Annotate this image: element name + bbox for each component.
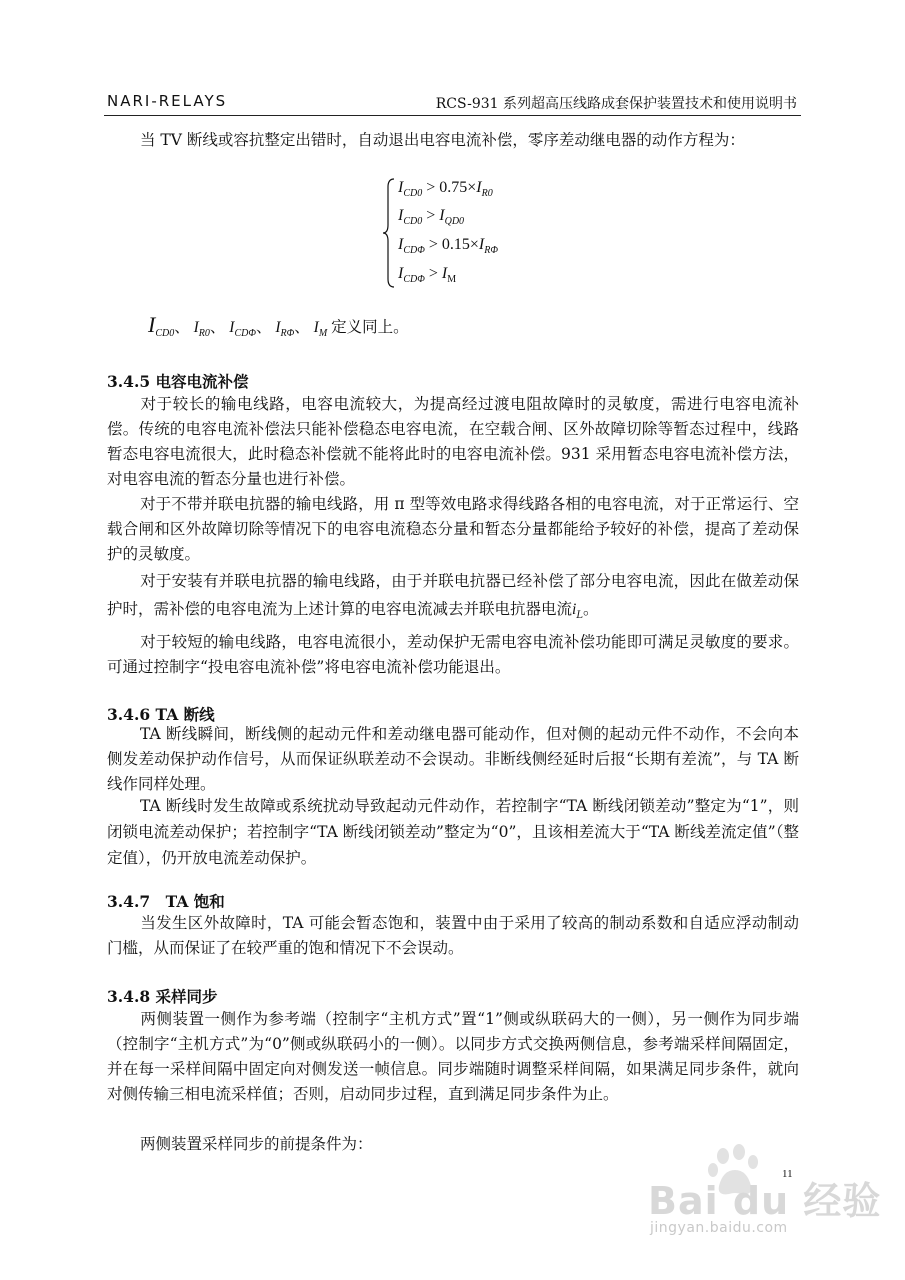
equation-row: $I_{CD\Phi} > I_M$ <box>398 265 457 286</box>
paragraph: 对于较短的输电线路，电容电流很小，差动保护无需电容电流补偿功能即可满足灵敏度的要求。可通过控制字“投电容电流补偿”将电容电流补偿功能退出。 <box>107 633 799 676</box>
header-rule <box>104 115 801 116</box>
page-number: 11 <box>782 1168 793 1180</box>
section-heading: 3.4.8 采样同步 <box>107 987 218 1006</box>
paragraph: 两侧装置采样同步的前提条件为： <box>140 1135 373 1153</box>
equation-row: $I_{CD0} > I_{QD0}$ <box>398 207 465 228</box>
paragraph: TA 断线瞬间，断线侧的起动元件和差动继电器可能动作，但对侧的起动元件不动作，不会向本侧发差动保护动作信号，从而保证纵联差动不会误动。非断线侧经延时后报“长期有差流”，与 TA 断线作同样处理。 <box>107 725 799 793</box>
definition-line: $I_{CD0}$、 $I_{R0}$、 $I_{CD\Phi}$、 $I_{R\Phi}$、 $I_M$ 定义同上。 <box>148 312 409 340</box>
header-brand: NARI-RELAYS <box>107 92 228 110</box>
watermark-logo: Bai du 经验 <box>648 1179 882 1223</box>
paragraph: 对于安装有并联电抗器的输电线路，由于并联电抗器已经补偿了部分电容电流，因此在做差动保护时，需补偿的电容电流为上述计算的电容电流减去并联电抗器电流$i_L$。 <box>107 572 799 622</box>
paragraph: 对于不带并联电抗器的输电线路，用 π 型等效电路求得线路各相的电容电流，对于正常运行、空载合闸和区外故障切除等情况下的电容电流稳态分量和暂态分量都能给予较好的补偿，提高了差动保护的灵敏度。 <box>107 495 799 563</box>
section-heading: 3.4.7 TA 饱和 <box>107 892 225 911</box>
paragraph: 对于较长的输电线路，电容电流较大，为提高经过渡电阻故障时的灵敏度，需进行电容电流补偿。传统的电容电流补偿法只能补偿稳态电容电流，在空载合闸、区外故障切除等暂态过程中，线路暂态电容电流很大，此时稳态补偿就不能将此时的电容电流补偿。931 采用暂态电容电流补偿方法，对电容电流的暂态分量也进行补偿。 <box>107 395 799 488</box>
paragraph: 两侧装置一侧作为参考端（控制字“主机方式”置“1”侧或纵联码大的一侧），另一侧作为同步端（控制字“主机方式”为“0”侧或纵联码小的一侧）。以同步方式交换两侧信息，参考端采样间隔固定，并在每一采样间隔中固定向对侧发送一帧信息。同步端随时调整采样间隔，如果满足同步条件，就向对侧传输三相电流采样值；否则，启动同步过程，直到满足同步条件为止。 <box>107 1010 799 1103</box>
left-brace <box>382 177 396 289</box>
watermark-url: jingyan.baidu.com <box>650 1220 788 1236</box>
equation-row: $I_{CD\Phi} > 0.15\times I_{R\Phi}$ <box>398 236 498 257</box>
paragraph: 当发生区外故障时，TA 可能会暂态饱和，装置中由于采用了较高的制动系数和自适应浮动制动门槛，从而保证了在较严重的饱和情况下不会误动。 <box>107 914 799 957</box>
equation-row: $I_{CD0} > 0.75\times I_{R0}$ <box>398 179 493 200</box>
paragraph: TA 断线时发生故障或系统扰动导致起动元件动作，若控制字“TA 断线闭锁差动”整定为“1”，则闭锁电流差动保护；若控制字“TA 断线闭锁差动”整定为“0”，且该相差流大于“TA 断线差流定值”（整定值），仍开放电流差动保护。 <box>107 797 799 867</box>
equation-system <box>382 177 552 292</box>
section-heading: 3.4.6 TA 断线 <box>107 705 215 724</box>
header-document-title: RCS-931 系列超高压线路成套保护装置技术和使用说明书 <box>435 96 797 112</box>
intro-paragraph: 当 TV 断线或容抗整定出错时，自动退出电容电流补偿，零序差动继电器的动作方程为： <box>140 131 745 149</box>
section-heading: 3.4.5 电容电流补偿 <box>107 372 249 391</box>
